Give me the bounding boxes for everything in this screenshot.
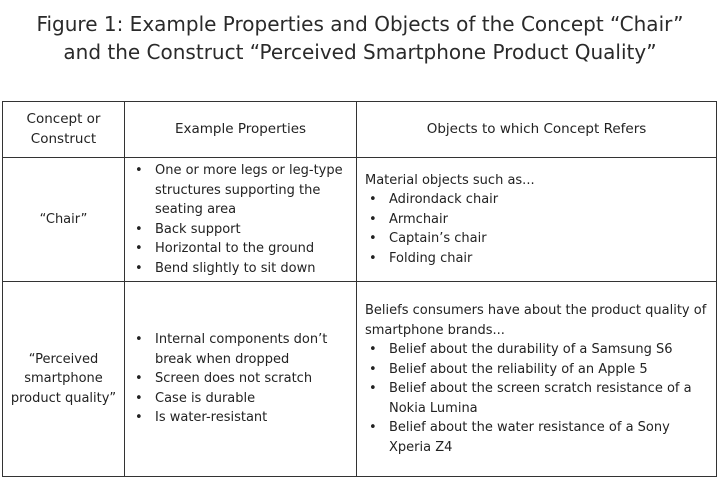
object-item: • Folding chair: [365, 249, 710, 269]
header-concept: Concept or Construct: [3, 102, 125, 158]
property-item: • Horizontal to the ground: [131, 239, 350, 259]
property-item: • One or more legs or leg-type structures supporting the seating area: [131, 161, 350, 220]
objects-list: [365, 340, 710, 457]
table-row-smartphone-quality: [3, 282, 717, 477]
table-header-row: [3, 102, 717, 158]
object-item: • Belief about the screen scratch resistance of a Nokia Lumina: [365, 379, 710, 418]
figure-title-line-1: Figure 1: Example Properties and Objects of the Concept “Chair”: [36, 12, 684, 36]
concept-cell: “Perceived smartphone product quality”: [3, 282, 125, 477]
properties-list: [131, 161, 350, 278]
objects-cell: [357, 158, 717, 282]
object-item: • Belief about the water resistance of a Sony Xperia Z4: [365, 418, 710, 457]
concept-cell: “Chair”: [3, 158, 125, 282]
property-item: • Bend slightly to sit down: [131, 259, 350, 279]
object-item: • Belief about the durability of a Samsung S6: [365, 340, 710, 360]
properties-cell: [125, 282, 357, 477]
property-item: • Case is durable: [131, 389, 350, 409]
objects-list: [365, 190, 710, 268]
objects-intro: Material objects such as...: [365, 172, 535, 188]
concept-table: [2, 101, 717, 477]
table-row-chair: [3, 158, 717, 282]
object-item: • Armchair: [365, 210, 710, 230]
objects-intro: Beliefs consumers have about the product quality of smartphone brands...: [365, 303, 707, 338]
object-item: • Captain’s chair: [365, 229, 710, 249]
property-item: • Back support: [131, 220, 350, 240]
objects-cell: [357, 282, 717, 477]
object-item: • Adirondack chair: [365, 190, 710, 210]
properties-cell: [125, 158, 357, 282]
header-objects: Objects to which Concept Refers: [357, 102, 717, 158]
object-item: • Belief about the reliability of an Apple 5: [365, 360, 710, 380]
properties-list: [131, 330, 350, 428]
property-item: • Internal components don’t break when dropped: [131, 330, 350, 369]
property-item: • Is water-resistant: [131, 408, 350, 428]
figure-title: [0, 10, 720, 66]
property-item: • Screen does not scratch: [131, 369, 350, 389]
figure-title-line-2: and the Construct “Perceived Smartphone Product Quality”: [63, 40, 657, 64]
header-properties: Example Properties: [125, 102, 357, 158]
